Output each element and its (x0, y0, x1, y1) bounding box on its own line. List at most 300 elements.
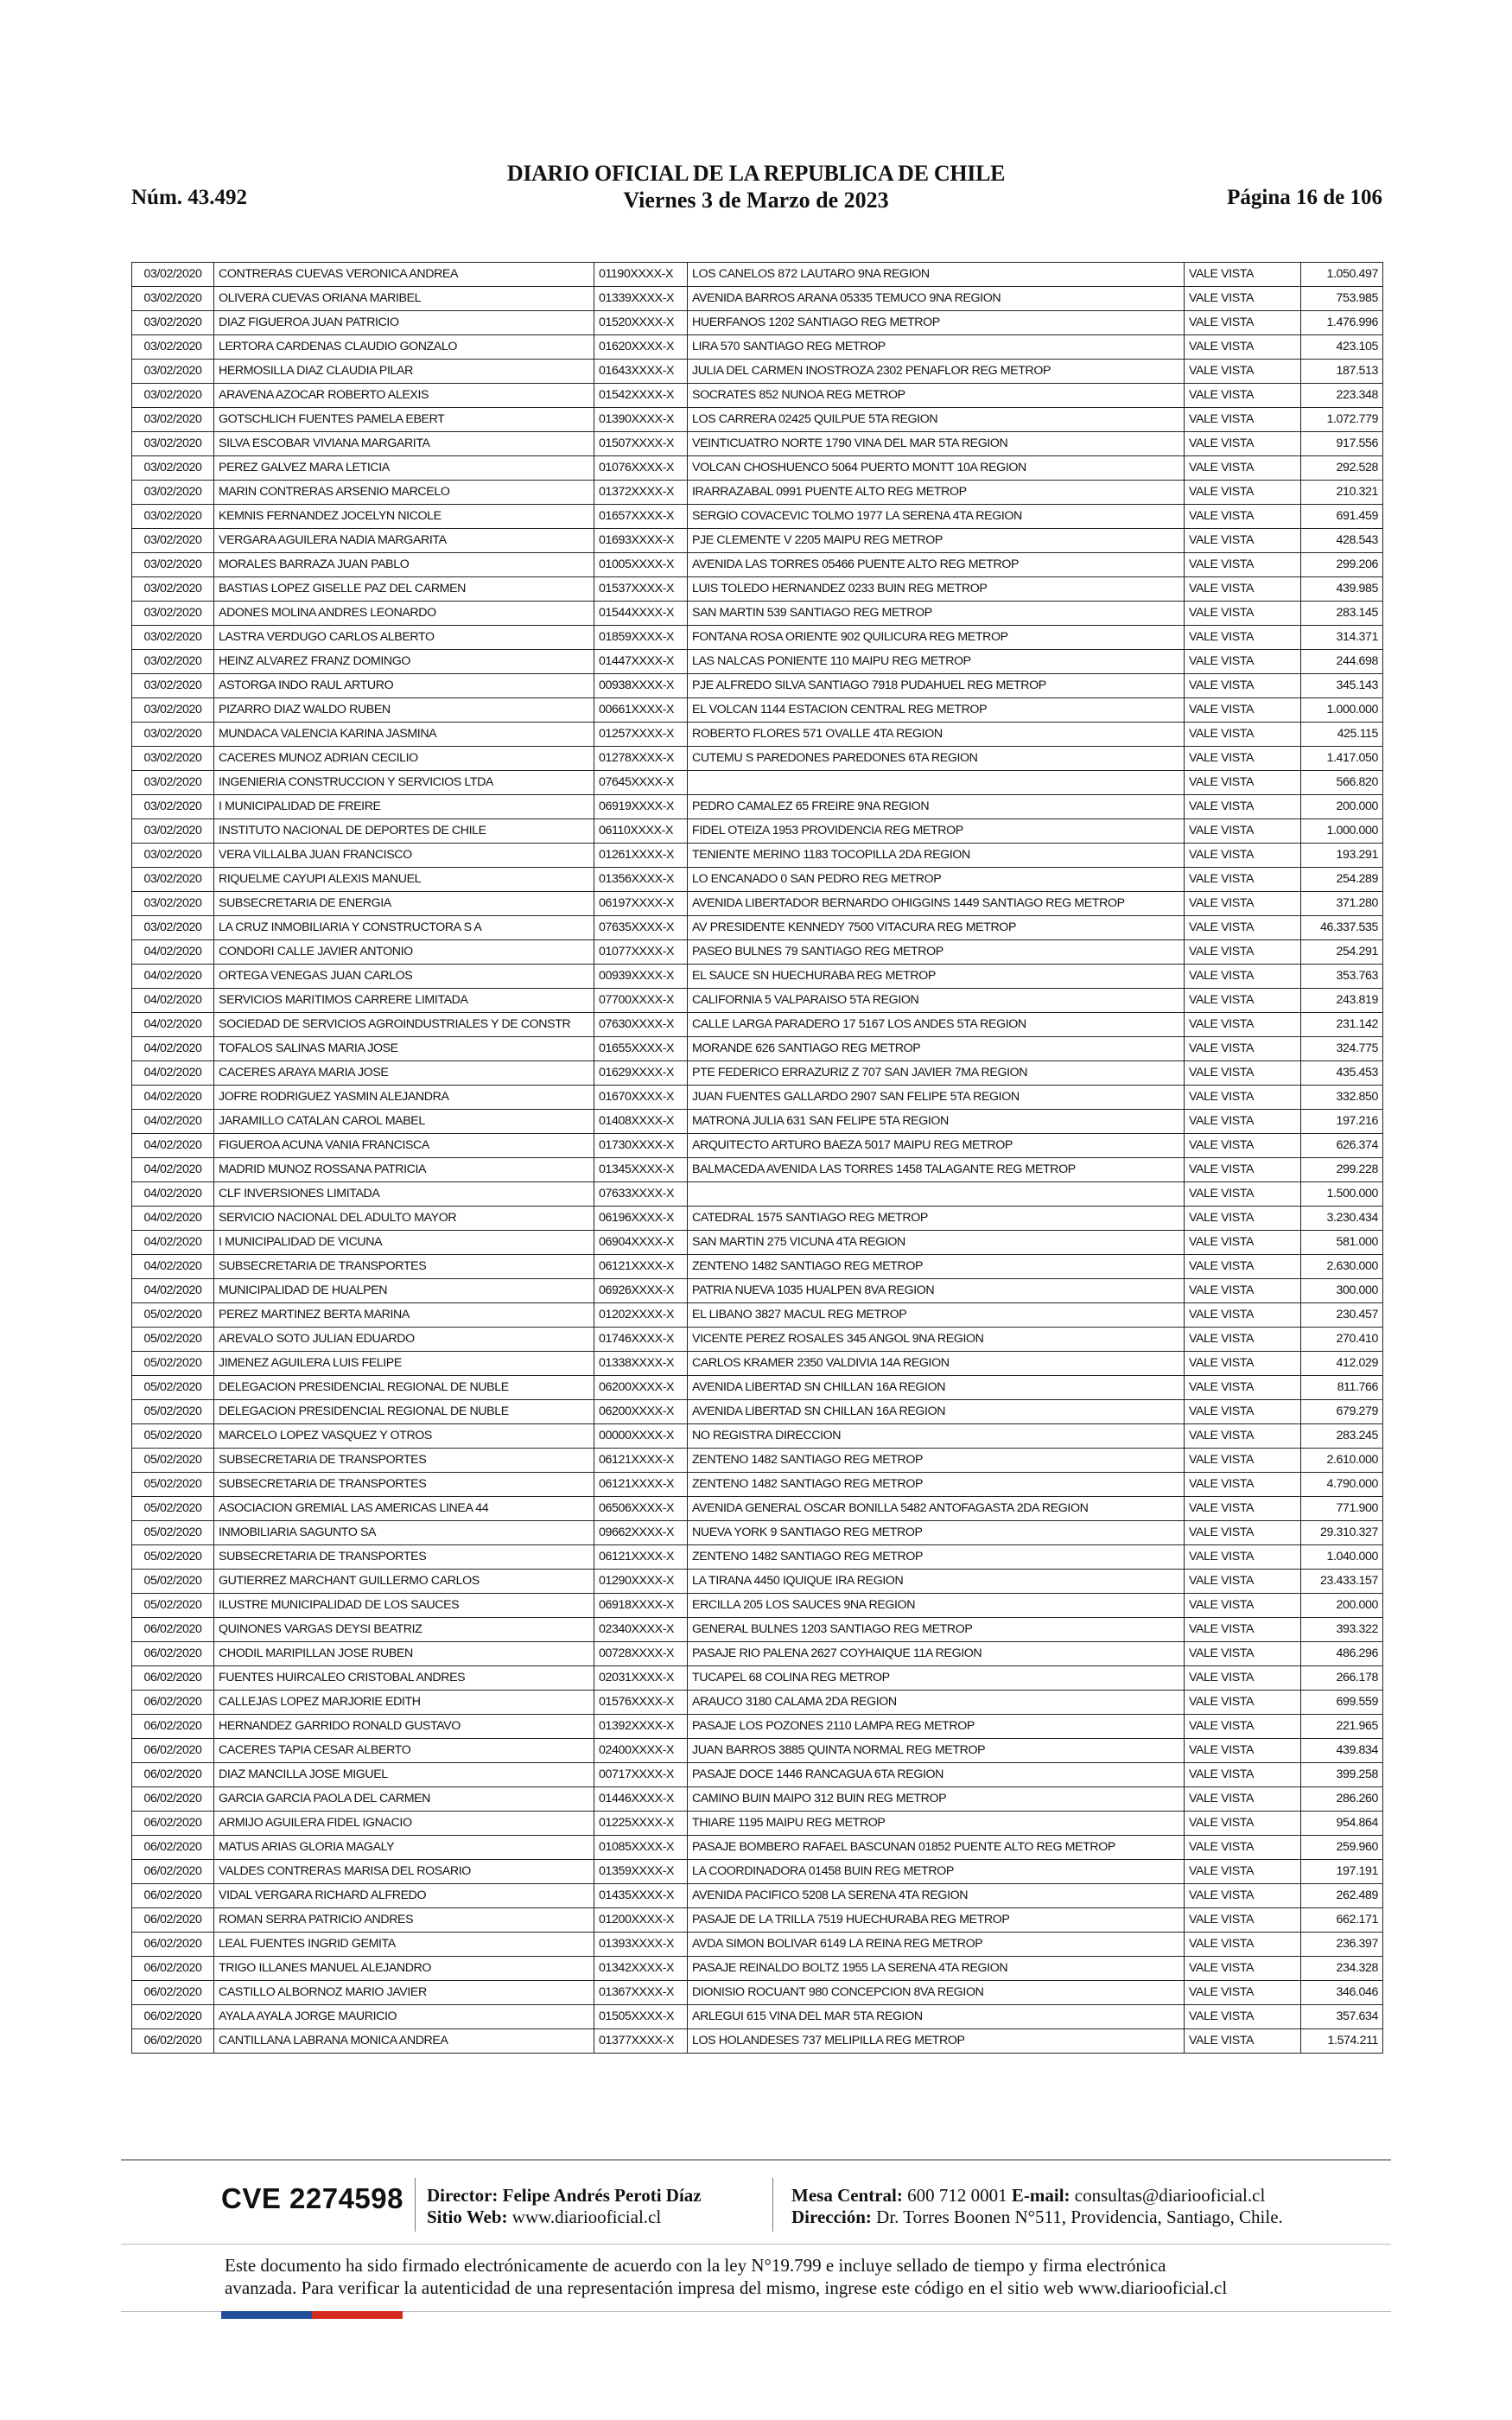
table-row (132, 1424, 1383, 1449)
amount-cell: 29.310.327 (1301, 1521, 1383, 1545)
table-row (132, 747, 1383, 771)
rut-cell: 01859XXXX-X (594, 626, 688, 650)
table-row (132, 723, 1383, 747)
address-cell: ERCILLA 205 LOS SAUCES 9NA REGION (688, 1594, 1185, 1618)
address-cell: ZENTENO 1482 SANTIAGO REG METROP (688, 1473, 1185, 1497)
payment-type-cell: VALE VISTA (1185, 1691, 1301, 1715)
payment-type-cell: VALE VISTA (1185, 1086, 1301, 1110)
flag-bar-blue (221, 2311, 312, 2319)
date-cell: 03/02/2020 (132, 529, 214, 553)
legal-line: avanzada. Para verificar la autenticidad de una representación impresa del mismo, ingrese este código en el sitio web www.diariooficial.cl (225, 2277, 1228, 2298)
table-row (132, 771, 1383, 795)
payment-type-cell: VALE VISTA (1185, 1908, 1301, 1933)
name-cell: SUBSECRETARIA DE TRANSPORTES (214, 1449, 594, 1473)
payment-type-cell: VALE VISTA (1185, 360, 1301, 384)
rut-cell: 07633XXXX-X (594, 1182, 688, 1207)
name-cell: SILVA ESCOBAR VIVIANA MARGARITA (214, 432, 594, 456)
rut-cell: 01290XXXX-X (594, 1570, 688, 1594)
table-row (132, 577, 1383, 602)
date-cell: 03/02/2020 (132, 747, 214, 771)
date-cell: 06/02/2020 (132, 1933, 214, 1957)
payment-type-cell: VALE VISTA (1185, 1642, 1301, 1666)
payment-type-cell: VALE VISTA (1185, 1110, 1301, 1134)
date-cell: 04/02/2020 (132, 989, 214, 1013)
address-cell: PASAJE DOCE 1446 RANCAGUA 6TA REGION (688, 1763, 1185, 1787)
address-value: Dr. Torres Boonen N°511, Providencia, Santiago, Chile. (876, 2207, 1283, 2227)
payment-type-cell: VALE VISTA (1185, 505, 1301, 529)
amount-cell: 345.143 (1301, 674, 1383, 698)
rut-cell: 06110XXXX-X (594, 819, 688, 844)
amount-cell: 197.216 (1301, 1110, 1383, 1134)
table-row (132, 1545, 1383, 1570)
name-cell: HERNANDEZ GARRIDO RONALD GUSTAVO (214, 1715, 594, 1739)
director-name: Felipe Andrés Peroti Díaz (502, 2185, 702, 2206)
payment-type-cell: VALE VISTA (1185, 408, 1301, 432)
payment-type-cell: VALE VISTA (1185, 1884, 1301, 1908)
table-row (132, 1086, 1383, 1110)
amount-cell: 300.000 (1301, 1279, 1383, 1303)
payment-type-cell: VALE VISTA (1185, 1207, 1301, 1231)
amount-cell: 4.790.000 (1301, 1473, 1383, 1497)
payment-type-cell: VALE VISTA (1185, 1279, 1301, 1303)
name-cell: CHODIL MARIPILLAN JOSE RUBEN (214, 1642, 594, 1666)
rut-cell: 01730XXXX-X (594, 1134, 688, 1158)
address-cell: IRARRAZABAL 0991 PUENTE ALTO REG METROP (688, 481, 1185, 505)
amount-cell: 283.245 (1301, 1424, 1383, 1449)
table-row (132, 1594, 1383, 1618)
address-cell: LOS HOLANDESES 737 MELIPILLA REG METROP (688, 2029, 1185, 2054)
table-row (132, 1763, 1383, 1787)
address-cell: PJE ALFREDO SILVA SANTIAGO 7918 PUDAHUEL REG METROP (688, 674, 1185, 698)
payment-type-cell: VALE VISTA (1185, 456, 1301, 481)
amount-cell: 581.000 (1301, 1231, 1383, 1255)
footer-top-rule (121, 2159, 1391, 2161)
table-row (132, 529, 1383, 553)
table-row (132, 698, 1383, 723)
address-cell: HUERFANOS 1202 SANTIAGO REG METROP (688, 311, 1185, 335)
name-cell: ASTORGA INDO RAUL ARTURO (214, 674, 594, 698)
payment-type-cell: VALE VISTA (1185, 1013, 1301, 1037)
date-cell: 03/02/2020 (132, 892, 214, 916)
date-cell: 03/02/2020 (132, 263, 214, 287)
payment-type-cell: VALE VISTA (1185, 1037, 1301, 1061)
rut-cell: 01657XXXX-X (594, 505, 688, 529)
table-row (132, 1884, 1383, 1908)
payment-type-cell: VALE VISTA (1185, 1400, 1301, 1424)
amount-cell: 236.397 (1301, 1933, 1383, 1957)
date-cell: 03/02/2020 (132, 481, 214, 505)
date-cell: 03/02/2020 (132, 456, 214, 481)
footer-middle-rule (121, 2244, 1391, 2245)
rut-cell: 00000XXXX-X (594, 1424, 688, 1449)
address-cell: SAN MARTIN 539 SANTIAGO REG METROP (688, 602, 1185, 626)
date-cell: 03/02/2020 (132, 844, 214, 868)
address-cell: JULIA DEL CARMEN INOSTROZA 2302 PENAFLOR REG METROP (688, 360, 1185, 384)
address-cell: LIRA 570 SANTIAGO REG METROP (688, 335, 1185, 360)
table-row (132, 1207, 1383, 1231)
payment-type-cell: VALE VISTA (1185, 263, 1301, 287)
table-row (132, 1352, 1383, 1376)
amount-cell: 200.000 (1301, 795, 1383, 819)
footer-contact-block (791, 2185, 1283, 2228)
amount-cell: 187.513 (1301, 360, 1383, 384)
amount-cell: 1.040.000 (1301, 1545, 1383, 1570)
rut-cell: 06926XXXX-X (594, 1279, 688, 1303)
address-cell: AVENIDA LIBERTADOR BERNARDO OHIGGINS 1449 SANTIAGO REG METROP (688, 892, 1185, 916)
name-cell: SUBSECRETARIA DE TRANSPORTES (214, 1473, 594, 1497)
date-cell: 06/02/2020 (132, 1957, 214, 1981)
payment-type-cell: VALE VISTA (1185, 311, 1301, 335)
name-cell: VERGARA AGUILERA NADIA MARGARITA (214, 529, 594, 553)
table-row (132, 287, 1383, 311)
name-cell: CALLEJAS LOPEZ MARJORIE EDITH (214, 1691, 594, 1715)
address-cell: FIDEL OTEIZA 1953 PROVIDENCIA REG METROP (688, 819, 1185, 844)
date-cell: 03/02/2020 (132, 408, 214, 432)
rut-cell: 06121XXXX-X (594, 1545, 688, 1570)
name-cell: TRIGO ILLANES MANUEL ALEJANDRO (214, 1957, 594, 1981)
payment-type-cell: VALE VISTA (1185, 819, 1301, 844)
name-cell: SOCIEDAD DE SERVICIOS AGROINDUSTRIALES Y DE CONSTR (214, 1013, 594, 1037)
amount-cell: 439.985 (1301, 577, 1383, 602)
date-cell: 03/02/2020 (132, 577, 214, 602)
name-cell: LERTORA CARDENAS CLAUDIO GONZALO (214, 335, 594, 360)
rut-cell: 01693XXXX-X (594, 529, 688, 553)
rut-cell: 01085XXXX-X (594, 1836, 688, 1860)
rut-cell: 00717XXXX-X (594, 1763, 688, 1787)
rut-cell: 01257XXXX-X (594, 723, 688, 747)
address-cell: AVDA SIMON BOLIVAR 6149 LA REINA REG METROP (688, 1933, 1185, 1957)
amount-cell: 626.374 (1301, 1134, 1383, 1158)
address-cell: CATEDRAL 1575 SANTIAGO REG METROP (688, 1207, 1185, 1231)
date-cell: 06/02/2020 (132, 1836, 214, 1860)
address-cell: LOS CANELOS 872 LAUTARO 9NA REGION (688, 263, 1185, 287)
date-cell: 05/02/2020 (132, 1352, 214, 1376)
name-cell: RIQUELME CAYUPI ALEXIS MANUEL (214, 868, 594, 892)
date-cell: 05/02/2020 (132, 1497, 214, 1521)
date-cell: 06/02/2020 (132, 1642, 214, 1666)
address-cell: BALMACEDA AVENIDA LAS TORRES 1458 TALAGANTE REG METROP (688, 1158, 1185, 1182)
address-cell: GENERAL BULNES 1203 SANTIAGO REG METROP (688, 1618, 1185, 1642)
date-cell: 05/02/2020 (132, 1521, 214, 1545)
address-cell: AV PRESIDENTE KENNEDY 7500 VITACURA REG METROP (688, 916, 1185, 940)
name-cell: MADRID MUNOZ ROSSANA PATRICIA (214, 1158, 594, 1182)
rut-cell: 01629XXXX-X (594, 1061, 688, 1086)
amount-cell: 200.000 (1301, 1594, 1383, 1618)
payment-type-cell: VALE VISTA (1185, 1715, 1301, 1739)
rut-cell: 01345XXXX-X (594, 1158, 688, 1182)
amount-cell: 244.698 (1301, 650, 1383, 674)
payment-type-cell: VALE VISTA (1185, 965, 1301, 989)
date-cell: 03/02/2020 (132, 916, 214, 940)
address-cell (688, 1182, 1185, 1207)
amount-cell: 299.228 (1301, 1158, 1383, 1182)
payment-type-cell: VALE VISTA (1185, 1134, 1301, 1158)
payment-type-cell: VALE VISTA (1185, 1618, 1301, 1642)
amount-cell: 266.178 (1301, 1666, 1383, 1691)
name-cell: FUENTES HUIRCALEO CRISTOBAL ANDRES (214, 1666, 594, 1691)
address-cell: VEINTICUATRO NORTE 1790 VINA DEL MAR 5TA REGION (688, 432, 1185, 456)
amount-cell: 314.371 (1301, 626, 1383, 650)
date-cell: 04/02/2020 (132, 1255, 214, 1279)
page-number: Página 16 de 106 (1227, 186, 1382, 209)
table-row (132, 1158, 1383, 1182)
date-cell: 05/02/2020 (132, 1449, 214, 1473)
amount-cell: 1.000.000 (1301, 698, 1383, 723)
payment-type-cell: VALE VISTA (1185, 1376, 1301, 1400)
rut-cell: 01537XXXX-X (594, 577, 688, 602)
date-cell: 03/02/2020 (132, 819, 214, 844)
rut-cell: 00938XXXX-X (594, 674, 688, 698)
amount-cell: 292.528 (1301, 456, 1383, 481)
name-cell: CACERES MUNOZ ADRIAN CECILIO (214, 747, 594, 771)
name-cell: HERMOSILLA DIAZ CLAUDIA PILAR (214, 360, 594, 384)
rut-cell: 06918XXXX-X (594, 1594, 688, 1618)
rut-cell: 01447XXXX-X (594, 650, 688, 674)
table-row (132, 1860, 1383, 1884)
table-row (132, 602, 1383, 626)
rut-cell: 09662XXXX-X (594, 1521, 688, 1545)
payment-type-cell: VALE VISTA (1185, 1787, 1301, 1812)
name-cell: I MUNICIPALIDAD DE FREIRE (214, 795, 594, 819)
name-cell: MUNDACA VALENCIA KARINA JASMINA (214, 723, 594, 747)
address-cell: AVENIDA LAS TORRES 05466 PUENTE ALTO REG METROP (688, 553, 1185, 577)
payment-type-cell: VALE VISTA (1185, 1182, 1301, 1207)
name-cell: CONTRERAS CUEVAS VERONICA ANDREA (214, 263, 594, 287)
date-cell: 05/02/2020 (132, 1328, 214, 1352)
table-row (132, 1691, 1383, 1715)
payment-type-cell: VALE VISTA (1185, 287, 1301, 311)
date-cell: 04/02/2020 (132, 1061, 214, 1086)
date-cell: 04/02/2020 (132, 1086, 214, 1110)
table-row (132, 1497, 1383, 1521)
amount-cell: 1.000.000 (1301, 819, 1383, 844)
amount-cell: 230.457 (1301, 1303, 1383, 1328)
amount-cell: 699.559 (1301, 1691, 1383, 1715)
web-link[interactable]: www.diariooficial.cl (511, 2207, 662, 2227)
date-cell: 06/02/2020 (132, 1981, 214, 2005)
amount-cell: 428.543 (1301, 529, 1383, 553)
payment-type-cell: VALE VISTA (1185, 1666, 1301, 1691)
table-row (132, 1328, 1383, 1352)
rut-cell: 01202XXXX-X (594, 1303, 688, 1328)
rut-cell: 01408XXXX-X (594, 1110, 688, 1134)
address-cell: PASAJE BOMBERO RAFAEL BASCUNAN 01852 PUENTE ALTO REG METROP (688, 1836, 1185, 1860)
amount-cell: 393.322 (1301, 1618, 1383, 1642)
date-cell: 06/02/2020 (132, 1739, 214, 1763)
amount-cell: 662.171 (1301, 1908, 1383, 1933)
address-cell: CAMINO BUIN MAIPO 312 BUIN REG METROP (688, 1787, 1185, 1812)
table-row (132, 1134, 1383, 1158)
address-cell: SERGIO COVACEVIC TOLMO 1977 LA SERENA 4TA REGION (688, 505, 1185, 529)
rut-cell: 06121XXXX-X (594, 1255, 688, 1279)
name-cell: SUBSECRETARIA DE ENERGIA (214, 892, 594, 916)
amount-cell: 435.453 (1301, 1061, 1383, 1086)
legal-notice (225, 2254, 1296, 2299)
payment-type-cell: VALE VISTA (1185, 940, 1301, 965)
name-cell: CACERES ARAYA MARIA JOSE (214, 1061, 594, 1086)
date-cell: 04/02/2020 (132, 1110, 214, 1134)
amount-cell: 346.046 (1301, 1981, 1383, 2005)
payment-type-cell: VALE VISTA (1185, 432, 1301, 456)
address-cell: MATRONA JULIA 631 SAN FELIPE 5TA REGION (688, 1110, 1185, 1134)
amount-cell: 23.433.157 (1301, 1570, 1383, 1594)
address-cell: ARAUCO 3180 CALAMA 2DA REGION (688, 1691, 1185, 1715)
address-cell: AVENIDA LIBERTAD SN CHILLAN 16A REGION (688, 1400, 1185, 1424)
amount-cell: 286.260 (1301, 1787, 1383, 1812)
date-cell: 04/02/2020 (132, 1013, 214, 1037)
rut-cell: 06506XXXX-X (594, 1497, 688, 1521)
amount-cell: 1.476.996 (1301, 311, 1383, 335)
name-cell: ASOCIACION GREMIAL LAS AMERICAS LINEA 44 (214, 1497, 594, 1521)
address-cell: PASAJE DE LA TRILLA 7519 HUECHURABA REG METROP (688, 1908, 1185, 1933)
table-row (132, 263, 1383, 287)
payment-type-cell: VALE VISTA (1185, 1763, 1301, 1787)
rut-cell: 01190XXXX-X (594, 263, 688, 287)
amount-cell: 332.850 (1301, 1086, 1383, 1110)
amount-cell: 954.864 (1301, 1812, 1383, 1836)
table-row (132, 1933, 1383, 1957)
table-row (132, 626, 1383, 650)
date-cell: 03/02/2020 (132, 360, 214, 384)
date-cell: 06/02/2020 (132, 2029, 214, 2054)
rut-cell: 01392XXXX-X (594, 1715, 688, 1739)
amount-cell: 2.630.000 (1301, 1255, 1383, 1279)
payment-type-cell: VALE VISTA (1185, 747, 1301, 771)
table-row (132, 384, 1383, 408)
name-cell: GOTSCHLICH FUENTES PAMELA EBERT (214, 408, 594, 432)
address-cell: CALLE LARGA PARADERO 17 5167 LOS ANDES 5TA REGION (688, 1013, 1185, 1037)
rut-cell: 01278XXXX-X (594, 747, 688, 771)
rut-cell: 01372XXXX-X (594, 481, 688, 505)
payment-type-cell: VALE VISTA (1185, 1933, 1301, 1957)
address-cell: PEDRO CAMALEZ 65 FREIRE 9NA REGION (688, 795, 1185, 819)
table-row (132, 1473, 1383, 1497)
payment-type-cell: VALE VISTA (1185, 1424, 1301, 1449)
name-cell: SUBSECRETARIA DE TRANSPORTES (214, 1545, 594, 1570)
amount-cell: 324.775 (1301, 1037, 1383, 1061)
date-cell: 03/02/2020 (132, 553, 214, 577)
amount-cell: 353.763 (1301, 965, 1383, 989)
payment-type-cell: VALE VISTA (1185, 698, 1301, 723)
address-cell: AVENIDA LIBERTAD SN CHILLAN 16A REGION (688, 1376, 1185, 1400)
name-cell: BASTIAS LOPEZ GISELLE PAZ DEL CARMEN (214, 577, 594, 602)
table-row (132, 892, 1383, 916)
table-row (132, 432, 1383, 456)
address-cell: EL SAUCE SN HUECHURABA REG METROP (688, 965, 1185, 989)
amount-cell: 270.410 (1301, 1328, 1383, 1352)
address-cell: PASEO BULNES 79 SANTIAGO REG METROP (688, 940, 1185, 965)
name-cell: OLIVERA CUEVAS ORIANA MARIBEL (214, 287, 594, 311)
date-cell: 03/02/2020 (132, 432, 214, 456)
director-label: Director: (427, 2185, 499, 2206)
name-cell: SERVICIOS MARITIMOS CARRERE LIMITADA (214, 989, 594, 1013)
amount-cell: 1.574.211 (1301, 2029, 1383, 2054)
rut-cell: 06121XXXX-X (594, 1473, 688, 1497)
footer-divider (772, 2178, 773, 2232)
rut-cell: 01520XXXX-X (594, 311, 688, 335)
rut-cell: 06196XXXX-X (594, 1207, 688, 1231)
date-cell: 04/02/2020 (132, 1182, 214, 1207)
rut-cell: 01077XXXX-X (594, 940, 688, 965)
table-row (132, 1182, 1383, 1207)
rut-cell: 01746XXXX-X (594, 1328, 688, 1352)
table-row (132, 1981, 1383, 2005)
name-cell: DELEGACION PRESIDENCIAL REGIONAL DE NUBLE (214, 1400, 594, 1424)
payment-type-cell: VALE VISTA (1185, 1812, 1301, 1836)
amount-cell: 193.291 (1301, 844, 1383, 868)
name-cell: DIAZ FIGUEROA JUAN PATRICIO (214, 311, 594, 335)
payment-type-cell: VALE VISTA (1185, 1860, 1301, 1884)
address-cell: PASAJE LOS POZONES 2110 LAMPA REG METROP (688, 1715, 1185, 1739)
table-row (132, 940, 1383, 965)
payment-type-cell: VALE VISTA (1185, 1061, 1301, 1086)
table-row (132, 1787, 1383, 1812)
rut-cell: 01542XXXX-X (594, 384, 688, 408)
payment-type-cell: VALE VISTA (1185, 1836, 1301, 1860)
name-cell: INGENIERIA CONSTRUCCION Y SERVICIOS LTDA (214, 771, 594, 795)
amount-cell: 1.050.497 (1301, 263, 1383, 287)
address-cell: JUAN FUENTES GALLARDO 2907 SAN FELIPE 5TA REGION (688, 1086, 1185, 1110)
payment-type-cell: VALE VISTA (1185, 577, 1301, 602)
address-label: Dirección: (791, 2207, 872, 2227)
address-cell: LO ENCANADO 0 SAN PEDRO REG METROP (688, 868, 1185, 892)
payment-type-cell: VALE VISTA (1185, 1521, 1301, 1545)
name-cell: ADONES MOLINA ANDRES LEONARDO (214, 602, 594, 626)
address-cell: CARLOS KRAMER 2350 VALDIVIA 14A REGION (688, 1352, 1185, 1376)
date-cell: 05/02/2020 (132, 1400, 214, 1424)
name-cell: I MUNICIPALIDAD DE VICUNA (214, 1231, 594, 1255)
amount-cell: 46.337.535 (1301, 916, 1383, 940)
table-row (132, 989, 1383, 1013)
rut-cell: 02031XXXX-X (594, 1666, 688, 1691)
payment-type-cell: VALE VISTA (1185, 553, 1301, 577)
email-link[interactable]: consultas@diariooficial.cl (1074, 2185, 1266, 2206)
table-row (132, 335, 1383, 360)
name-cell: ILUSTRE MUNICIPALIDAD DE LOS SAUCES (214, 1594, 594, 1618)
address-cell: EL LIBANO 3827 MACUL REG METROP (688, 1303, 1185, 1328)
name-cell: MUNICIPALIDAD DE HUALPEN (214, 1279, 594, 1303)
rut-cell: 01435XXXX-X (594, 1884, 688, 1908)
payment-type-cell: VALE VISTA (1185, 481, 1301, 505)
date-cell: 06/02/2020 (132, 1884, 214, 1908)
rut-cell: 07630XXXX-X (594, 1013, 688, 1037)
amount-cell: 259.960 (1301, 1836, 1383, 1860)
amount-cell: 771.900 (1301, 1497, 1383, 1521)
table-row (132, 311, 1383, 335)
name-cell: PEREZ MARTINEZ BERTA MARINA (214, 1303, 594, 1328)
address-cell (688, 771, 1185, 795)
rut-cell: 06919XXXX-X (594, 795, 688, 819)
name-cell: DELEGACION PRESIDENCIAL REGIONAL DE NUBLE (214, 1376, 594, 1400)
table-row (132, 2029, 1383, 2054)
amount-cell: 197.191 (1301, 1860, 1383, 1884)
name-cell: LA CRUZ INMOBILIARIA Y CONSTRUCTORA S A (214, 916, 594, 940)
date-cell: 04/02/2020 (132, 1037, 214, 1061)
legal-line: Este documento ha sido firmado electrónicamente de acuerdo con la ley N°19.799 e incluye sellado de tiempo y firma electrónica (225, 2255, 1166, 2276)
table-row (132, 481, 1383, 505)
address-cell: LOS CARRERA 02425 QUILPUE 5TA REGION (688, 408, 1185, 432)
amount-cell: 753.985 (1301, 287, 1383, 311)
table-row (132, 1715, 1383, 1739)
payment-type-cell: VALE VISTA (1185, 1352, 1301, 1376)
name-cell: MARCELO LOPEZ VASQUEZ Y OTROS (214, 1424, 594, 1449)
amount-cell: 486.296 (1301, 1642, 1383, 1666)
amount-cell: 691.459 (1301, 505, 1383, 529)
name-cell: VALDES CONTRERAS MARISA DEL ROSARIO (214, 1860, 594, 1884)
payment-type-cell: VALE VISTA (1185, 1981, 1301, 2005)
table-row (132, 553, 1383, 577)
name-cell: GUTIERREZ MARCHANT GUILLERMO CARLOS (214, 1570, 594, 1594)
